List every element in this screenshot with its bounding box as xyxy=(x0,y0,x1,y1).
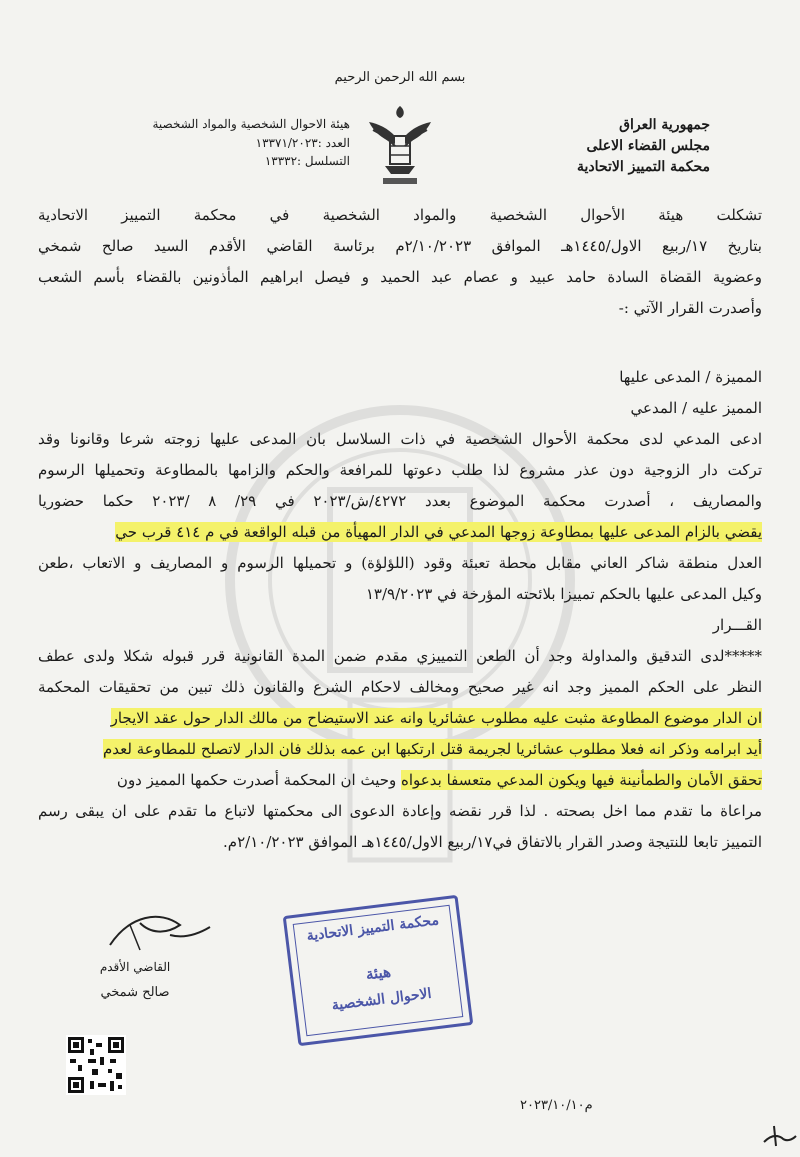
header-right xyxy=(577,115,710,178)
intro-paragraph xyxy=(38,200,762,324)
stamp-line-1: محكمة التمييز الاتحادية xyxy=(305,912,440,945)
highlighted-finding: أيد ابرامه وذكر انه فعلا مطلوب عشائريا لجريمة قتل ارتكبها ابن عمه بذلك فان الدار لاتصلح للمطاوعة لعدم xyxy=(103,740,762,758)
bismillah: بسم الله الرحمن الرحيم xyxy=(334,70,466,85)
stamp-line-3: الاحوال الشخصية xyxy=(330,985,433,1014)
qr-code-icon xyxy=(66,1035,126,1095)
header-republic: جمهورية العراق xyxy=(619,117,710,133)
claim-line: وكيل المدعى عليها بالحكم تمييزا بلائحته المؤرخة في ١٣/٩/٢٠٢٣ xyxy=(365,585,762,603)
decision-line: مراعاة ما تقدم مما اخل بصحته . لذا قرر نقضه وإعادة الدعوى الى محكمتها لاتباع ما تقدم على ان يبقى رسم xyxy=(38,802,763,820)
footer-date: م٢٠٢٣/١٠/١٠ xyxy=(520,1098,593,1113)
signature-title: القاضي الأقدم xyxy=(99,960,171,974)
stamp-line-2: هيئة xyxy=(364,962,392,984)
decision-title: القـــرار xyxy=(712,616,762,634)
claim-line: ادعى المدعي لدى محكمة الأحوال الشخصية في ذات السلاسل بان المدعى عليها زوجته شرعا وقانونا وقد xyxy=(38,430,762,448)
party-appellee: المميز عليه / المدعي xyxy=(630,399,762,417)
intro-line: تشكلت هيئة الأحوال الشخصية والمواد الشخصية في محكمة التمييز الاتحادية xyxy=(38,206,762,224)
header-case-number: العدد :١٣٣٧١/٢٠٢٣ xyxy=(255,135,350,150)
highlighted-ruling: يقضي بالزام المدعى عليها بمطاوعة زوجها المدعي في الدار المهيأة من قبله الواقعة في م ٤١٤ قرب حي xyxy=(115,523,762,541)
decision-line: *****لدى التدقيق والمداولة وجد أن الطعن التمييزي مقدم ضمن المدة القانونية قرر قبوله شكلا ولدى عطف xyxy=(38,647,762,665)
highlighted-finding: ان الدار موضوع المطاوعة مثبت عليه مطلوب عشائريا وانه عند الاستيضاح من مالك الدار حول عقد الايجار xyxy=(110,709,762,727)
header-panel-name: هيئة الاحوال الشخصية والمواد الشخصية xyxy=(152,117,350,131)
signature-name: صالح شمخي xyxy=(100,985,170,1000)
court-stamp xyxy=(283,895,474,1046)
intro-line: وأصدرت القرار الآتي :- xyxy=(618,299,762,317)
header-left xyxy=(110,115,350,171)
highlighted-finding: تحقق الأمان والطمأنينة فيها ويكون المدعي متعسفا بدعواه xyxy=(401,771,762,789)
header-sequence: التسلسل :١٣٣٣٢ xyxy=(264,154,350,169)
intro-line: بتاريخ ١٧/ربيع الاول/١٤٤٥هـ الموافق ٢/١٠/٢٠٢٣م برئاسة القاضي الأقدم السيد صالح شمخي xyxy=(38,237,762,255)
party-appellant: المميزة / المدعى عليها xyxy=(619,368,762,386)
decision-section xyxy=(38,610,762,858)
iraq-eagle-emblem xyxy=(365,100,435,195)
parties xyxy=(38,362,762,424)
corner-initial-mark xyxy=(760,1118,800,1154)
header-council: مجلس القضاء الاعلى xyxy=(586,138,710,154)
claim-line: والمصاريف ، أصدرت محكمة الموضوع بعدد ٤٢٧٢/ش/٢٠٢٣ في ٢٩/ ٨ /٢٠٢٣ حكما حضوريا xyxy=(38,492,763,510)
intro-line: وعضوية القضاة السادة حامد عبيد و عصام عبد الحميد و فيصل ابراهيم المأذونين بالقضاء بأسم الشعب xyxy=(38,268,762,286)
claim-paragraph xyxy=(38,424,762,610)
claim-line: تركت دار الزوجية دون عذر مشروع لذا طلب دعوتها للمرافعة والحكم والزامها بالمطاوعة وتحميلها الرسوم xyxy=(38,461,762,479)
header-court: محكمة التمييز الاتحادية xyxy=(577,159,710,175)
decision-line: النظر على الحكم المميز وجد انه غير صحيح ومخالف لاحكام الشرع والقانون ذلك تبين من تحقيقات المحكمة xyxy=(38,678,762,696)
decision-line: التمييز تابعا للنتيجة وصدر القرار بالاتفاق في١٧/ربيع الاول/١٤٤٥هـ الموافق ٢/١٠/٢٠٢٣م. xyxy=(223,833,762,851)
decision-continuation: وحيث ان المحكمة أصدرت حكمها المميز دون xyxy=(116,771,402,789)
claim-line: العدل منطقة شاكر العاني مقابل محطة تعبئة وقود (اللؤلؤة) و تحميلها الرسوم و المصاريف و الاتعاب ،طعن xyxy=(38,554,762,572)
